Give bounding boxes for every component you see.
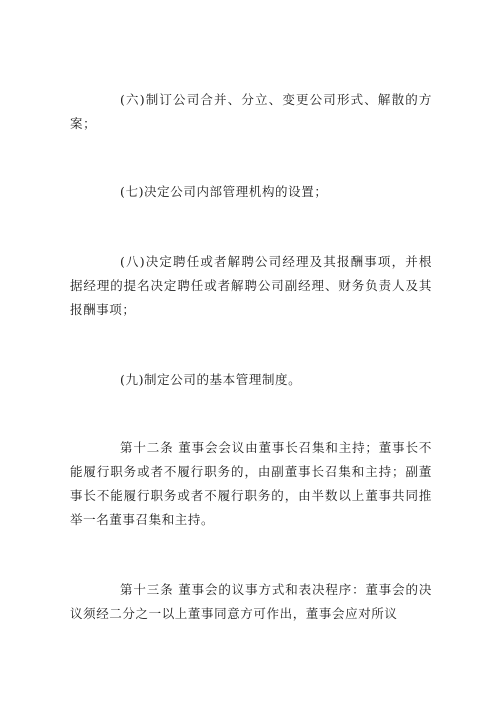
clause-seven-paragraph: (七)决定公司内部管理机构的设置； <box>120 184 328 199</box>
clause-eight-paragraph: (八)决定聘任或者解聘公司经理及其报酬事项，并根据经理的提名决定聘任或者解聘公司副经理、财务负责人及其报酬事项； <box>70 254 432 317</box>
article-twelve-paragraph: 第十二条 董事会会议由董事长召集和主持；董事长不能履行职务或者不履行职务的，由副董事长召集和主持；副董事长不能履行职务或者不履行职务的，由半数以上董事共同推举一名董事召集和主持。 <box>70 440 432 527</box>
article-thirteen-paragraph: 第十三条 董事会的议事方式和表决程序：董事会的决议须经二分之一以上董事同意方可作出，董事会应对所议 <box>70 582 432 621</box>
clause-nine-paragraph: (九)制定公司的基本管理制度。 <box>120 372 302 387</box>
clause-six-paragraph: (六)制订公司合并、分立、变更公司形式、解散的方案； <box>70 92 432 131</box>
